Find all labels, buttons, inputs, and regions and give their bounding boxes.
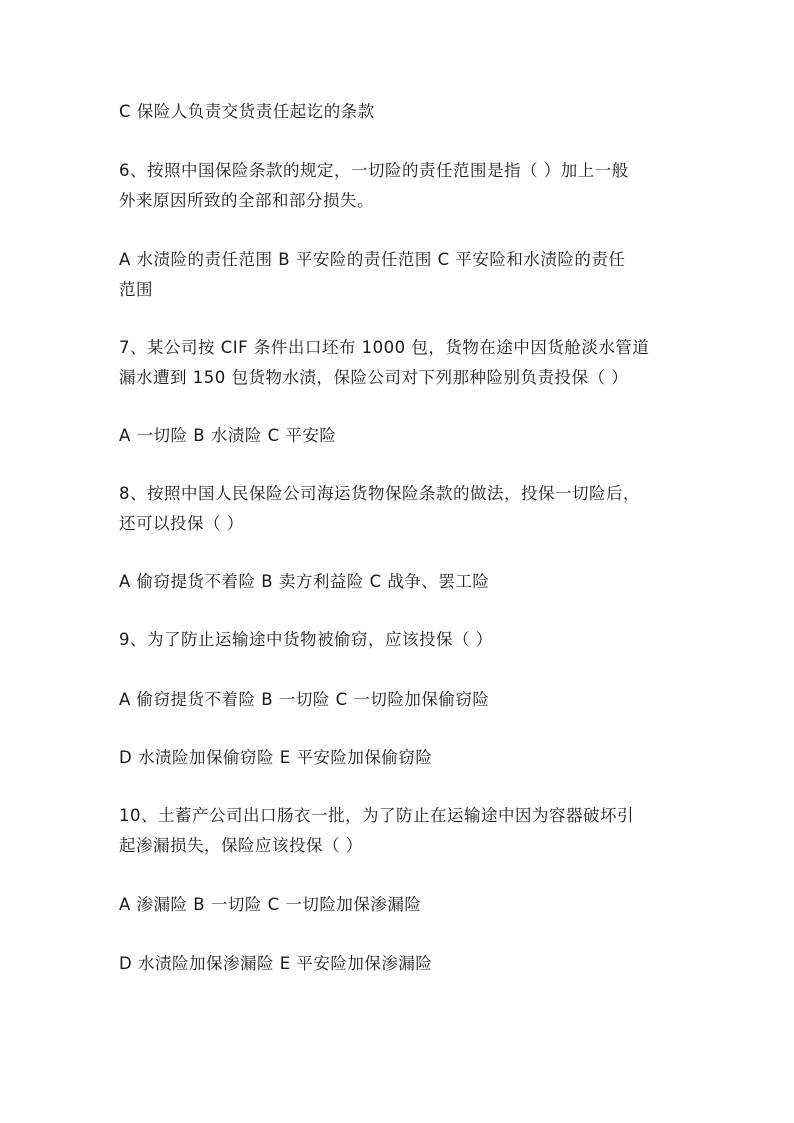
- question-7-line-2: 漏水遭到 150 包货物水渍，保险公司对下列那种险别负责投保（ ）: [119, 368, 629, 387]
- option-line-q5-c: C 保险人负责交货责任起讫的条款: [119, 102, 375, 121]
- question-6-line-1: 6、按照中国保险条款的规定，一切险的责任范围是指（ ）加上一般: [119, 161, 629, 180]
- question-10-line-1: 10、土蓄产公司出口肠衣一批，为了防止在运输途中因为容器破坏引: [119, 806, 634, 825]
- options-q9-line-1: A 偷窃提货不着险 B 一切险 C 一切险加保偷窃险: [119, 690, 490, 709]
- question-8-line-1: 8、按照中国人民保险公司海运货物保险条款的做法，投保一切险后，: [119, 484, 640, 503]
- options-q7: A 一切险 B 水渍险 C 平安险: [119, 426, 337, 445]
- options-q8: A 偷窃提货不着险 B 卖方利益险 C 战争、罢工险: [119, 572, 490, 591]
- options-q10-line-2: D 水渍险加保渗漏险 E 平安险加保渗漏险: [119, 954, 433, 973]
- options-q10-line-1: A 渗漏险 B 一切险 C 一切险加保渗漏险: [119, 895, 422, 914]
- question-9: 9、为了防止运输途中货物被偷窃，应该投保（ ）: [119, 630, 493, 649]
- question-10-line-2: 起渗漏损失，保险应该投保（ ）: [119, 836, 363, 855]
- options-q9-line-2: D 水渍险加保偷窃险 E 平安险加保偷窃险: [119, 748, 433, 767]
- question-6-line-2: 外来原因所致的全部和部分损失。: [119, 191, 374, 210]
- question-8-line-2: 还可以投保（ ）: [119, 514, 244, 533]
- options-q6-line-1: A 水渍险的责任范围 B 平安险的责任范围 C 平安险和水渍险的责任: [119, 250, 626, 269]
- options-q6-line-2: 范围: [119, 280, 153, 299]
- question-7-line-1: 7、某公司按 CIF 条件出口坯布 1000 包，货物在途中因货舱淡水管道: [119, 338, 650, 357]
